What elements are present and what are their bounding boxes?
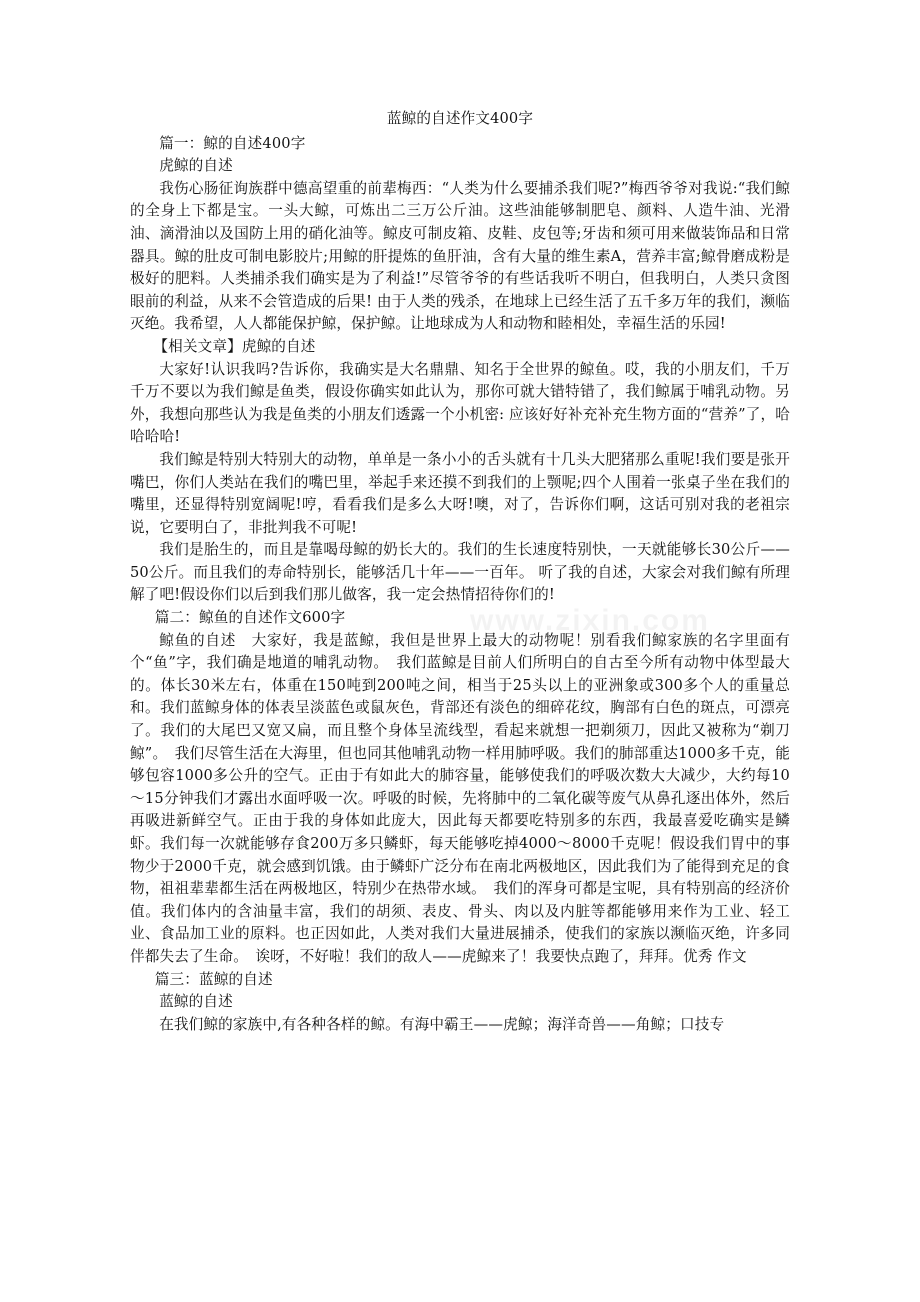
- section-heading-1: 篇一：鲸的自述400字: [159, 134, 306, 152]
- section-subheading-3: 蓝鲸的自述: [159, 993, 233, 1011]
- document-page: [130, 108, 790, 1036]
- section-heading-3: 篇三：蓝鲸的自述: [154, 970, 273, 988]
- paragraph: 我伤心肠征询族群中德高望重的前辈梅西：“人类为什么要捕杀我们呢?”梅西爷爷对我说:“我们鲸的全身上下都是宝。一头大鲸，可炼出二三万公斤油。这些油能够制肥皂、颜料、人造牛油、光滑油、滴滑油以及国防上用的硝化油等。鲸皮可制皮箱、皮鞋、皮包等;牙齿和须可用来做装饰品和日常器具。鲸的肚皮可制电影胶片;用鲸的肝提炼的鱼肝油，含有大量的维生素A，营养丰富;鲸骨磨成粉是极好的肥料。人类捕杀我们确实是为了利益!”尽管爷爷的有些话我听不明白，但我明白，人类只贪图眼前的利益，从来不会管造成的后果! 由于人类的残杀，在地球上已经生活了五千多万年的我们，濒临灭绝。我希望，人人都能保护鲸，保护鲸。让地球成为人和动物和睦相处，幸福生活的乐园!: [130, 179, 790, 333]
- paragraph: 我们鲸是特别大特别大的动物，单单是一条小小的舌头就有十几头大肥猪那么重呢!我们要是张开嘴巴，你们人类站在我们的嘴巴里，举起手来还摸不到我们的上颚呢;四个人围着一张桌子坐在我们的嘴里，还显得特别宽阔呢!哼，看看我们是多么大呀!噢，对了，告诉你们啊，这话可别对我的老祖宗说，它要明白了，非批判我不可呢!: [130, 450, 790, 536]
- paragraph: 鲸鱼的自述 大家好，我是蓝鲸，我但是世界上最大的动物呢！别看我们鲸家族的名字里面有个“鱼”字，我们确是地道的哺乳动物。 我们蓝鲸是目前人们所明白的自古至今所有动物中体型最大的。体长30米左右，体重在150吨到200吨之间，相当于25头以上的亚洲象或300多个人的重量总和。我们蓝鲸身体的体表呈淡蓝色或鼠灰色，背部还有淡色的细碎花纹，胸部有白色的斑点，可漂亮了。我们的大尾巴又宽又扁，而且整个身体呈流线型，看起来就想一把剃须刀，因此又被称为“剃刀鲸”。 我们尽管生活在大海里，但也同其他哺乳动物一样用肺呼吸。我们的肺部重达1000多千克，能够包容1000多公升的空气。正由于有如此大的肺容量，能够使我们的呼吸次数大大减少，大约每10～15分钟我们才露出水面呼吸一次。呼吸的时候，先将肺中的二氧化碳等废气从鼻孔逐出体外，然后再吸进新鲜空气。正由于我的身体如此庞大，因此每天都要吃特别多的东西，我最喜爱吃确实是鳞虾。我们每一次就能够存食200万多只鳞虾，每天能够吃掉4000～8000千克呢！假设我们胃中的事物少于2000千克，就会感到饥饿。由于鳞虾广泛分布在南北两极地区，因此我们为了能得到充足的食物，祖祖辈辈都生活在两极地区，特别少在热带水域。 我们的浑身可都是宝呢，具有特别高的经济价值。我们体内的含油量丰富，我们的胡须、表皮、骨头、肉以及内脏等都能够用来作为工业、轻工业、食品加工业的原料。也正因如此，人类对我们大量进展捕杀，使我们的家族以濒临灭绝，许多同伴都失去了生命。 诶呀，不好啦！我们的敌人——虎鲸来了！我要快点跑了，拜拜。优秀 作文: [130, 631, 790, 965]
- paragraph: 我们是胎生的，而且是靠喝母鲸的奶长大的。我们的生长速度特别快，一天就能够长30公斤——50公斤。而且我们的寿命特别长，能够活几十年——一百年。 听了我的自述，大家会对我们鲸有所理解了吧!假设你们以后到我们那儿做客，我一定会热情招待你们的!: [130, 541, 790, 604]
- paragraph: 大家好!认识我吗?告诉你，我确实是大名鼎鼎、知名于全世界的鲸鱼。哎，我的小朋友们，千万千万不要以为我们鲸是鱼类，假设你确实如此认为，那你可就大错特错了，我们鲸属于哺乳动物。另外，我想向那些认为我是鱼类的小朋友们透露一个小机密: 应该好好补充补充生物方面的“营养”了，哈哈哈哈!: [130, 360, 790, 446]
- document-title: 蓝鲸的自述作文400字: [386, 110, 534, 127]
- section-subheading-1: 虎鲸的自述: [159, 157, 233, 175]
- related-article-heading: 【相关文章】虎鲸的自述: [153, 337, 316, 355]
- section-heading-2: 篇二：鲸鱼的自述作文600字: [154, 609, 346, 627]
- paragraph: 在我们鲸的家族中,有各种各样的鲸。有海中霸王——虎鲸；海洋奇兽——角鲸；口技专: [159, 1015, 725, 1033]
